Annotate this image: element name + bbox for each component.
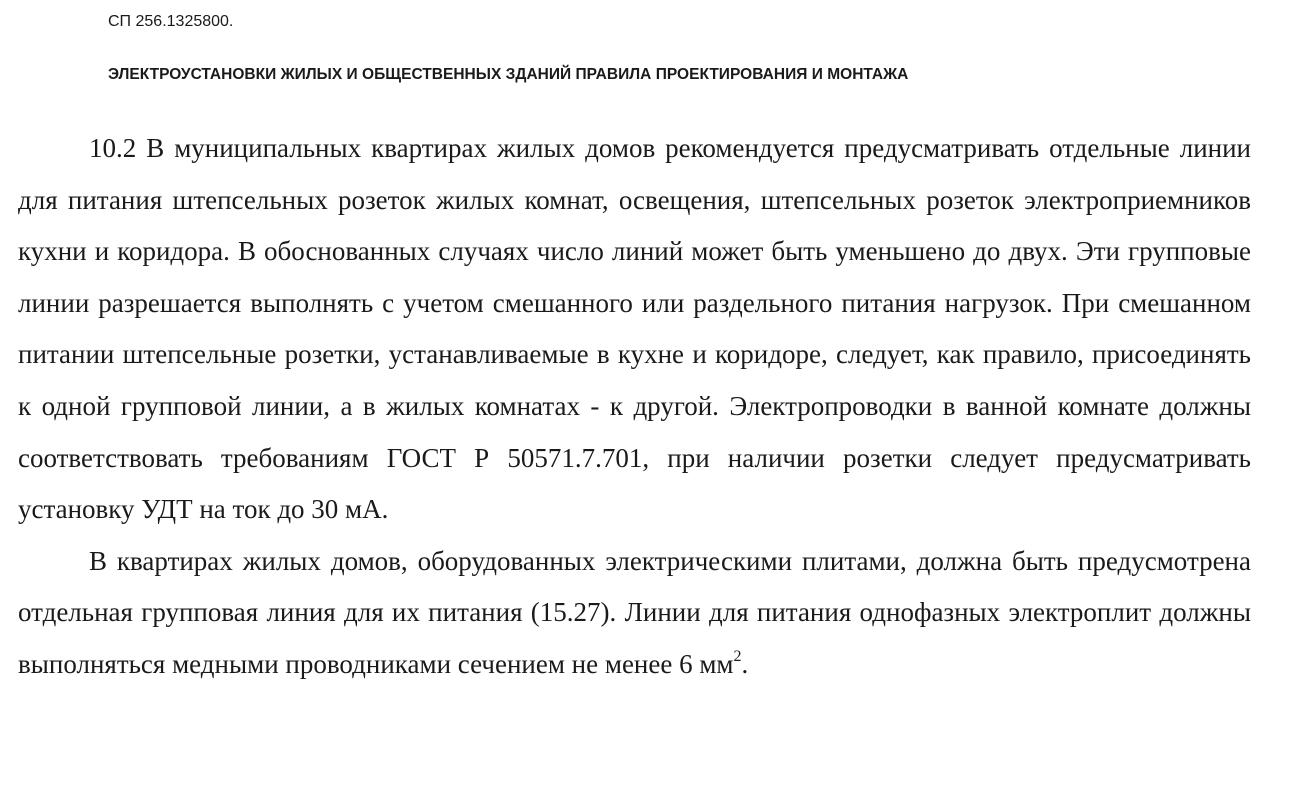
paragraph-electric-stoves-text: В квартирах жилых домов, оборудованных электрическими плитами, должна быть предусмотрена отдельная групповая линия для их питания (15.27). Линии для питания однофазных электроплит должны выполняться медными проводниками сечением не менее 6 мм xyxy=(18,545,1251,679)
paragraph-electric-stoves xyxy=(18,536,1251,691)
paragraph-end-period: . xyxy=(741,648,749,679)
document-title: ЭЛЕКТРОУСТАНОВКИ ЖИЛЫХ И ОБЩЕСТВЕННЫХ ЗДАНИЙ ПРАВИЛА ПРОЕКТИРОВАНИЯ И МОНТАЖА xyxy=(108,66,909,83)
document-code: СП 256.1325800. xyxy=(108,13,234,30)
document-body xyxy=(18,123,1251,691)
superscript-square: 2 xyxy=(733,647,742,665)
paragraph-10-2: 10.2 В муниципальных квартирах жилых домов рекомендуется предусматривать отдельные линии для питания штепсельных розеток жилых комнат, освещения, штепсельных розеток электроприемников кухни и коридора. В обоснованных случаях число линий может быть уменьшено до двух. Эти групповые линии разрешается выполнять с учетом смешанного или раздельного питания нагрузок. При смешанном питании штепсельные розетки, устанавливаемые в кухне и коридоре, следует, как правило, присоединять к одной групповой линии, а в жилых комнатах - к другой. Электропроводки в ванной комнате должны соответствовать требованиям ГОСТ Р 50571.7.701, при наличии розетки следует предусматривать установку УДТ на ток до 30 мА. xyxy=(18,133,1251,525)
